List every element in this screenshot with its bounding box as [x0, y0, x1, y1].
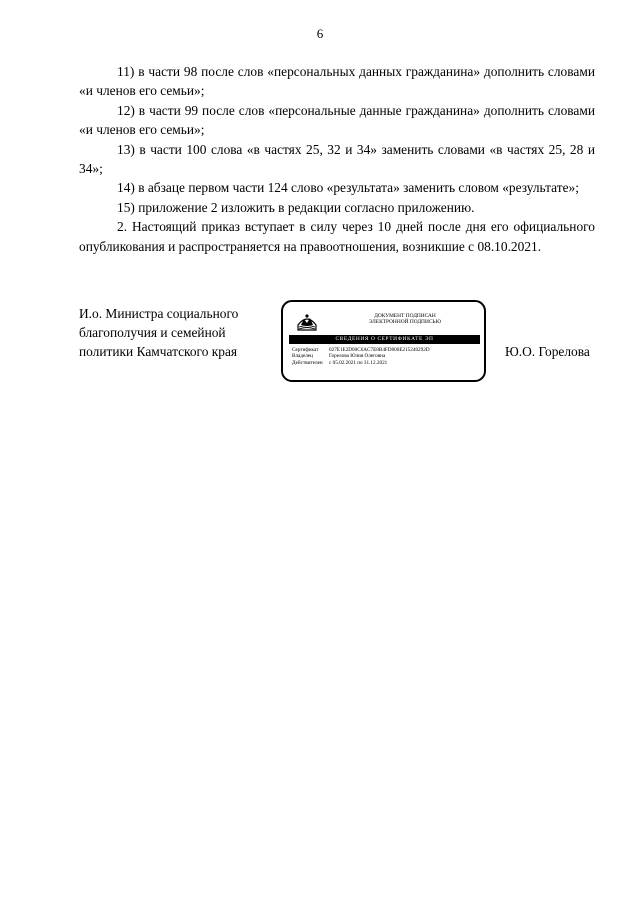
stamp-details: [292, 347, 482, 366]
signer-title-line: благополучия и семейной: [79, 325, 226, 340]
stamp-row-label: Действителен: [292, 359, 323, 366]
paragraph-item-13: 13) в части 100 слова «в частях 25, 32 и 34» заменить словами «в частях 25, 28 и 34»;: [79, 141, 595, 177]
stamp-header-line: ДОКУМЕНТ ПОДПИСАН: [374, 313, 436, 319]
stamp-row-value: 027E1E2D00C6AC7E8B4FD800E215240292D: [329, 347, 430, 353]
paragraph-item-14: 14) в абзаце первом части 124 слово «результата» заменить словом «результате»;: [117, 180, 579, 196]
stamp-row-value: Горелова Юлия Олеговна: [329, 353, 386, 360]
page-number: 6: [316, 26, 324, 41]
signer-title-line: И.о. Министра социального: [79, 306, 239, 321]
stamp-row-label: Сертификат: [292, 347, 319, 353]
signer-title: [79, 304, 269, 361]
stamp-header: [329, 313, 481, 325]
stamp-row-value: с 05.02.2021 по 31.12.2021: [329, 359, 388, 366]
stamp-header-line: ЭЛЕКТРОННОЙ ПОДПИСЬЮ: [368, 319, 442, 326]
signer-title-line: политики Камчатского края: [79, 344, 238, 359]
stamp-row-validity: [292, 360, 482, 366]
document-body: [79, 62, 595, 256]
stamp-certificate-bar: СВЕДЕНИЯ О СЕРТИФИКАТЕ ЭП: [289, 335, 480, 344]
coat-of-arms-icon: [295, 310, 319, 334]
paragraph-effective-date: 2. Настоящий приказ вступает в силу через 10 дней после дня его официального опубликования и распространяется на правоотношения, возникшие с 08.10.2021.: [79, 219, 595, 254]
signer-name: Ю.О. Горелова: [505, 344, 590, 359]
paragraph-item-15: 15) приложение 2 изложить в редакции согласно приложению.: [117, 199, 475, 215]
electronic-signature-stamp: [281, 300, 486, 382]
stamp-row-label: Владелец: [292, 353, 313, 360]
paragraph-item-12: 12) в части 99 после слов «персональные данные гражданина» дополнить словами «и членов его семьи»;: [79, 102, 595, 138]
paragraph-item-11: 11) в части 98 после слов «персональных данных гражданина» дополнить словами «и членов его семьи»;: [79, 64, 595, 99]
